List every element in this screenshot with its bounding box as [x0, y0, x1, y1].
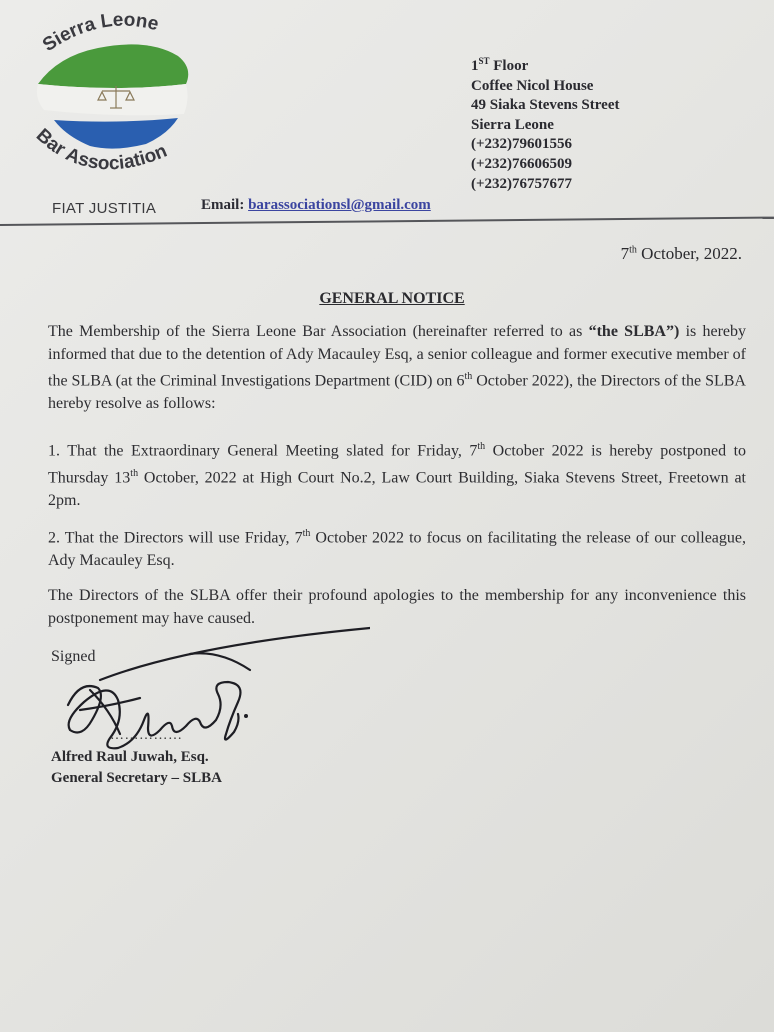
logo-bottom-text: Bar Association — [31, 124, 171, 175]
address-line: 49 Siaka Stevens Street — [471, 97, 620, 114]
address-line: Coffee Nicol House — [471, 77, 594, 94]
address-floor: 1ST Floor — [471, 56, 529, 74]
paragraph-apology: The Directors of the SLBA offer their profound apologies to the membership for any inconvenience this postponement may have caused. — [48, 587, 746, 627]
email-link[interactable]: barassociationsl@gmail.com — [248, 197, 431, 213]
signed-label: Signed — [51, 648, 96, 665]
email-row — [201, 197, 431, 214]
paragraph-intro: The Membership of the Sierra Leone Bar Association (hereinafter referred to as “the SLBA”) is hereby informed that due to the detention of Ady Macauley Esq, a senior colleague and former executive member of the SLBA (at the Criminal Investigations Department (CID) on 6th October 2022), the Directors of the SLBA hereby resolve as follows: — [48, 323, 747, 412]
phone-line: (+232)76606509 — [471, 155, 573, 172]
paragraph-resolution-2: 2. That the Directors will use Friday, 7th October 2022 to focus on facilitating the release of our colleague, Ady Macauley Esq. — [48, 528, 747, 569]
phone-line: (+232)76757677 — [471, 175, 573, 192]
letter-date: 7th October, 2022. — [620, 244, 742, 263]
motto: FIAT JUSTITIA — [52, 200, 157, 217]
address-block — [471, 52, 619, 194]
phone-line: (+232)79601556 — [471, 136, 573, 153]
email-label: Email: — [201, 197, 245, 213]
signatory-block — [51, 747, 222, 789]
address-line: Sierra Leone — [471, 116, 554, 133]
signatory-name: Alfred Raul Juwah, Esq. — [51, 749, 209, 765]
logo-white-band — [37, 84, 188, 115]
logo-top-text: Sierra Leone — [39, 9, 161, 57]
handwritten-signature — [40, 610, 370, 770]
header-divider — [0, 217, 774, 226]
paragraph-resolution-1: 1. That the Extraordinary General Meeting slated for Friday, 7th October 2022 is hereby postponed to Thursday 13th October, 2022 at High Court No.2, Law Court Building, Siaka Stevens Street, Freetown at 2pm. — [48, 441, 747, 509]
signatory-title: General Secretary – SLBA — [51, 770, 222, 786]
logo-green-band — [38, 44, 188, 88]
signature-dots: …………… — [110, 728, 183, 743]
bar-association-logo — [18, 6, 218, 191]
notice-heading: GENERAL NOTICE — [319, 290, 465, 307]
